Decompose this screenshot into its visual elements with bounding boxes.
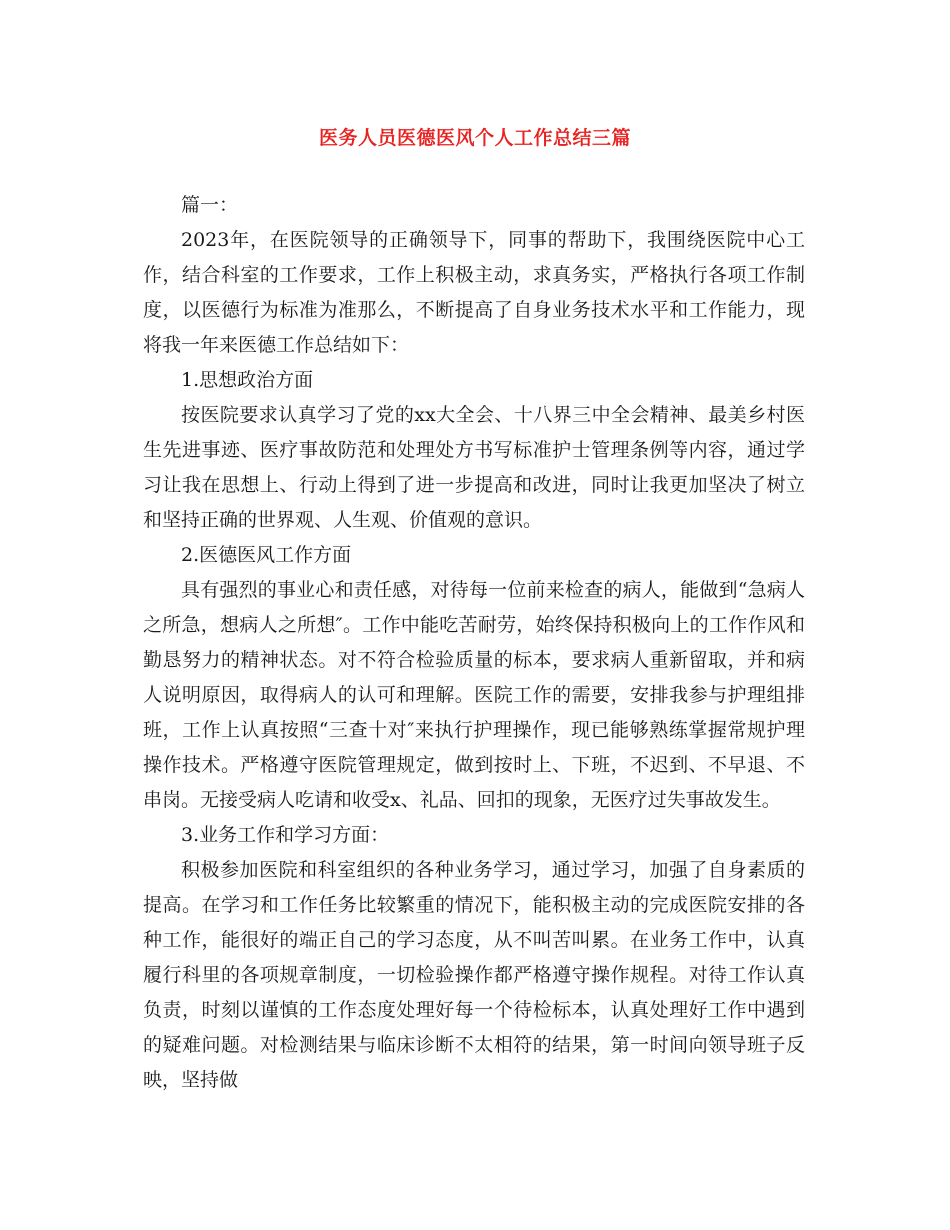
intro-paragraph: 2023年，在医院领导的正确领导下，同事的帮助下，我围绕医院中心工作，结合科室的工作要求，工作上积极主动，求真务实，严格执行各项工作制度，以医德行为标准为准那么，不断提高了自身业务技术水平和工作能力，现将我一年来医德工作总结如下： xyxy=(143,229,805,356)
section-heading-part-one: 篇一： xyxy=(181,194,239,216)
section-heading-ethics: 2.医德医风工作方面 xyxy=(181,544,352,566)
work-study-paragraph: 积极参加医院和科室组织的各种业务学习，通过学习，加强了自身素质的提高。在学习和工作任务比较繁重的情况下，能积极主动的完成医院安排的各种工作，能很好的端正自己的学习态度，从不叫苦叫累。在业务工作中，认真履行科里的各项规章制度，一切检验操作都严格遵守操作规程。对待工作认真负责，时刻以谨慎的工作态度处理好每一个待检标本，认真处理好工作中遇到的疑难问题。对检测结果与临床诊断不太相符的结果，第一时间向领导班子反映，坚持做 xyxy=(143,859,805,1091)
document-body xyxy=(143,188,805,1098)
section-heading-work-study: 3.业务工作和学习方面： xyxy=(181,824,390,846)
section-heading-politics: 1.思想政治方面 xyxy=(181,369,314,391)
document-title: 医务人员医德医风个人工作总结三篇 xyxy=(318,127,631,149)
ethics-paragraph: 具有强烈的事业心和责任感，对待每一位前来检查的病人，能做到“急病人之所急，想病人之所想″。工作中能吃苦耐劳，始终保持积极向上的工作作风和勤恳努力的精神状态。对不符合检验质量的标本，要求病人重新留取，并和病人说明原因，取得病人的认可和理解。医院工作的需要，安排我参与护理组排班，工作上认真按照“三查十对″来执行护理操作，现已能够熟练掌握常规护理操作技术。严格遵守医院管理规定，做到按时上、下班，不迟到、不早退、不串岗。无接受病人吃请和收受x、礼品、回扣的现象，无医疗过失事故发生。 xyxy=(143,579,805,811)
politics-paragraph: 按医院要求认真学习了党的xx大全会、十八界三中全会精神、最美乡村医生先进事迹、医疗事故防范和处理处方书写标准护士管理条例等内容，通过学习让我在思想上、行动上得到了进一步提高和改进，同时让我更加坚决了树立和坚持正确的世界观、人生观、价值观的意识。 xyxy=(143,404,805,531)
